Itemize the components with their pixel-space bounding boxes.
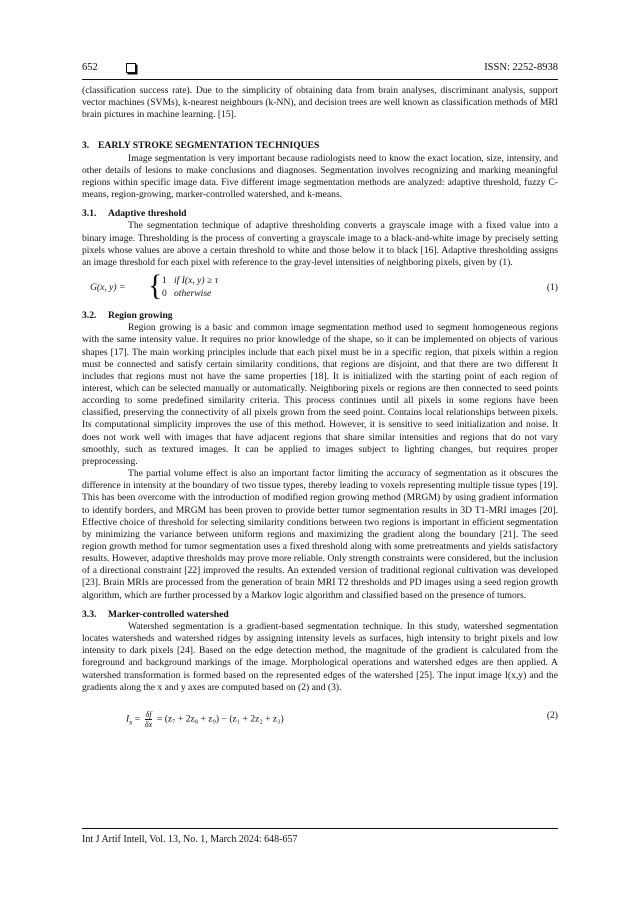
- equation-2: [82, 704, 558, 728]
- equation-number: (1): [546, 282, 558, 294]
- subsection-title: Adaptive threshold: [108, 208, 187, 220]
- equation-lhs: G(x, y) =: [90, 282, 126, 294]
- section-paragraph: Image segmentation is very important because radiologists need to know the exact location, size, intensity, and other details of lesions to make conclusions and diagnoses. Segmentation involves recognizing and marking meaningful regions within specific image data. Five different image segmentation methods are analyzed: adaptive threshold, fuzzy C-means, region-growing, marker-controlled watershed, and k-means.: [82, 152, 558, 201]
- intro-paragraph: (classification success rate). Due to the simplicity of obtaining data from brain analyses, discriminant analysis, support vector machines (SVMs), k-nearest neighbours (k-NN), and decision trees are well known as classification methods of MRI brain pictures in machine learning. [15].: [82, 85, 558, 121]
- subsection-3-3: [82, 609, 558, 728]
- issn: ISSN: 2252-8938: [484, 62, 558, 73]
- case-2-condition: otherwise: [174, 288, 212, 300]
- section-number: 3.: [82, 140, 90, 152]
- subsection-heading: [82, 208, 558, 220]
- page-number: 652: [82, 62, 98, 73]
- subsection-title: Region growing: [108, 310, 173, 322]
- equation-number: (2): [546, 709, 558, 721]
- body-text: [82, 85, 558, 728]
- case-1-condition: if I(x, y) ≥ τ: [174, 275, 219, 287]
- subsection-title: Marker-controlled watershed: [108, 608, 229, 620]
- subsection-3-1: [82, 208, 558, 303]
- equation-subscript: x: [129, 718, 133, 727]
- footer-citation: Int J Artif Intell, Vol. 13, No. 1, March 2024: 648-657: [82, 834, 298, 845]
- subsection-paragraph-1: Region growing is a basic and common image segmentation method used to segment homogeneous regions with the same intensity value. It requires no prior knowledge of the shape, so it can be implemented on objects of various shapes [17]. The main working principles include that each pixel must be in a specific region, that pixels within a region must be connected and satisfy certain similarity conditions, that regions are disjoint, and that there are two different It includes that regions must not have the same properties [18]. It is initialized with the starting point of each region of interest, which can be selected manually or automatically. Neighboring pixels or regions are then connected to seed points according to some predefined similarity criteria. This process continues until all pixels in some regions have been classified, preserving the connectivity of all pixels grown from the seed point. Contains local relationships between pixels. Its computational simplicity improves the use of this method. However, it is sensitive to seed initialization and noise. It does not work well with images that have adjacent regions that share similar intensities and regions that do not vary smoothly, such as textured images. It can be applied to images subject to lighting changes, but requires proper preprocessing.: [82, 322, 558, 467]
- subsection-heading: [82, 609, 558, 621]
- equation-expression: $I_x$ = $\frac{\delta f}{\delta x}$ = (z₇ + 2z₈ + z₉) − (z₁ + 2z₂ + z₃): [126, 709, 284, 729]
- subsection-paragraph-2: The partial volume effect is also an important factor limiting the accuracy of segmentation as it obscures the difference in intensity at the boundary of two tissue types, thereby leading to voxels representing multiple tissue types [19]. This has been overcome with the introduction of modified region growing method (MRGM) by using gradient information to identify borders, and MRGM has been proven to provide better tumor segmentation results in 3D T1-MRI images [20]. Effective choice of threshold for selecting similarity conditions between two regions is important in efficient segmentation by minimizing the variance between uniform regions and maximizing the gradient along the boundary [21]. The seed region growth method for tumor segmentation uses a fixed threshold along with some pretreatments and yields satisfactory results. However, adaptive thresholds may prove more reliable. Only strength constraints were considered, but the inclusion of a directional constraint [22] improved the results. An extended version of traditional regional cultivation was developed [23]. Brain MRIs are processed from the generation of brain MRI T2 thresholds and PD images using a seed region growth algorithm, which are further processed by a Markov logic algorithm and classified based on the presence of tumors.: [82, 468, 558, 601]
- subsection-number: 3.2.: [82, 310, 97, 322]
- equation-rhs: = (z₇ + 2z₈ + z₉) − (z₁ + 2z₂ + z₃): [156, 713, 284, 725]
- section-3: [82, 140, 558, 201]
- left-brace: {: [148, 269, 163, 303]
- subsection-heading: [82, 310, 558, 322]
- subsection-number: 3.3.: [82, 608, 97, 620]
- equation-variable: I: [126, 713, 130, 725]
- equation-1: [82, 269, 558, 303]
- subsection-number: 3.1.: [82, 208, 97, 220]
- footer-rule: [82, 828, 558, 829]
- subsection-paragraph: The segmentation technique of adaptive thresholding converts a grayscale image with a fixed value into a binary image. Thresholding is the process of converting a grayscale image to a black-and-white image by precisely setting pixels whose values are above a certain threshold to white and those below it to black [16]. Adaptive thresholding assigns an image threshold for each pixel with reference to the gray-level intensities of neighboring pixels, given by (1).: [82, 220, 558, 268]
- equation-case-1: [162, 275, 218, 287]
- equation-case-2: [162, 288, 211, 300]
- square-ornament-icon: [126, 63, 136, 73]
- subsection-3-2: [82, 310, 558, 602]
- derivative-fraction: [145, 710, 153, 729]
- case-2-value: 0: [162, 288, 167, 300]
- section-heading: [82, 140, 558, 152]
- running-header: [82, 60, 558, 76]
- subsection-paragraph: Watershed segmentation is a gradient-based segmentation technique. In this study, watershed segmentation locates watersheds and watershed ridges by assigning intensity levels as surfaces, high intensity to bright pixels and low intensity to dark pixels [24]. Based on the edge detection method, the magnitude of the gradient is calculated from the foreground and background markings of the image. Morphological operations and watershed edges are then applied. A watershed transformation is formed based on the represented edges of the watershed [25]. The input image I(x,y) and the gradients along the x and y axes are computed based on (2) and (3).: [82, 620, 558, 693]
- fraction-numerator: δf: [145, 709, 152, 719]
- section-title: EARLY STROKE SEGMENTATION TECHNIQUES: [98, 140, 320, 152]
- fraction-denominator: δx: [144, 719, 153, 729]
- case-1-value: 1: [162, 275, 167, 287]
- header-rule: [82, 79, 558, 80]
